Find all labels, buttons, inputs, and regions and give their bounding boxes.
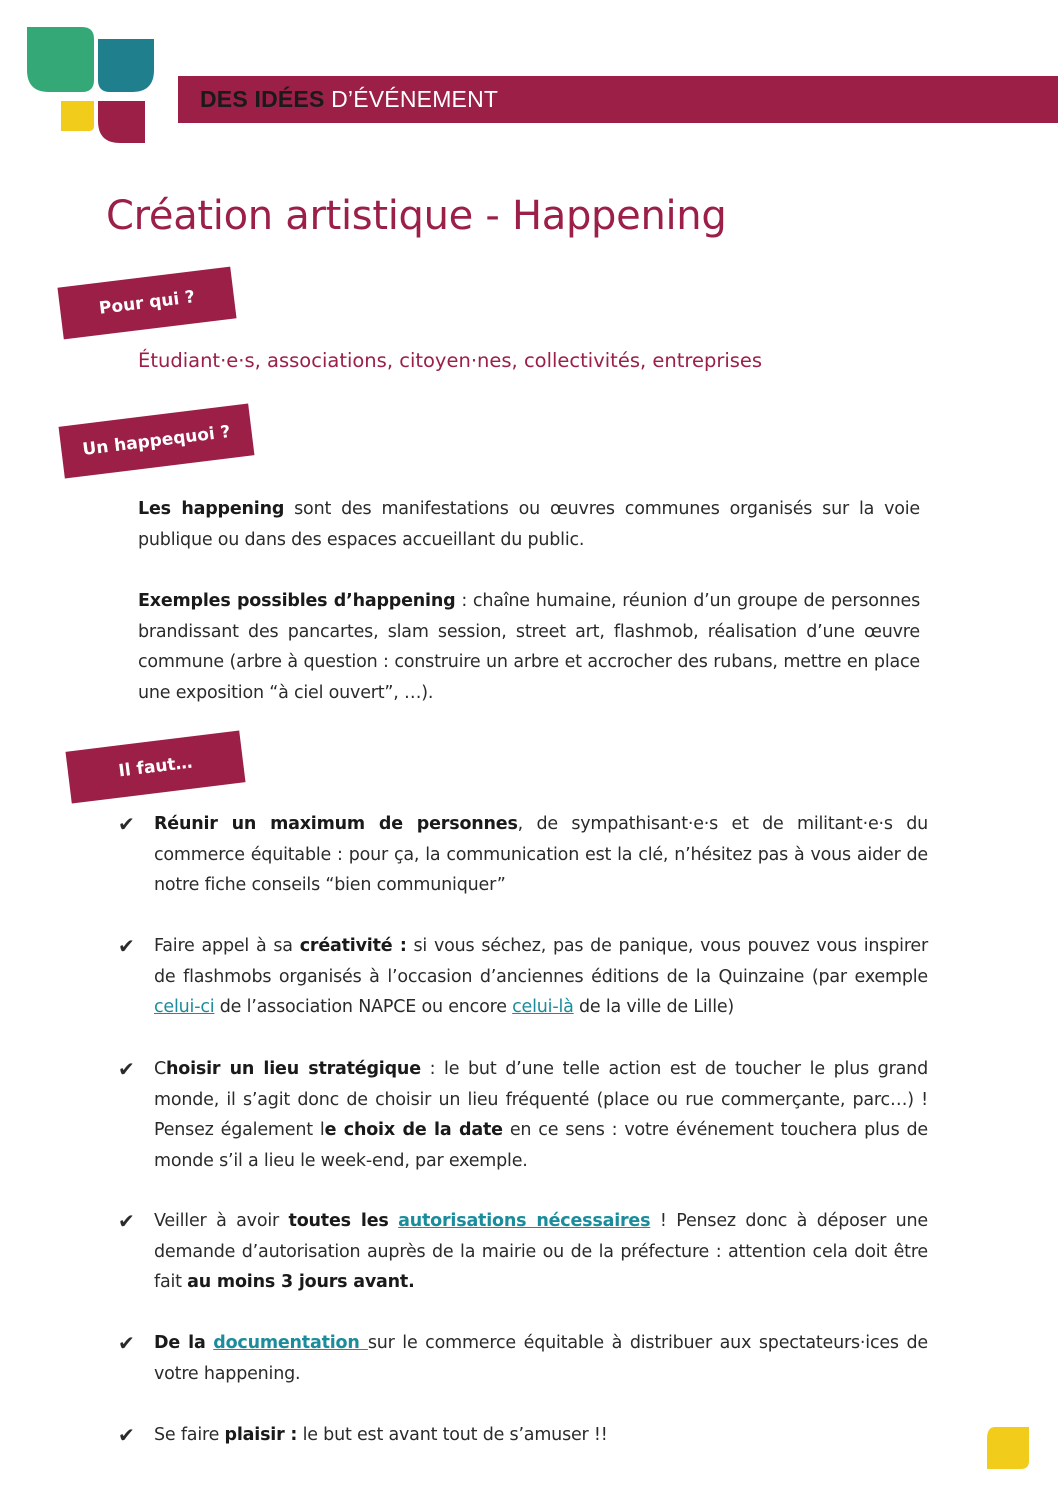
page-title: Création artistique - Happening [106, 193, 727, 239]
examples-bold: Exemples possibles d’happening [138, 591, 456, 611]
logo-icon [0, 0, 170, 150]
item-bold: créativité : [299, 936, 407, 956]
list-item-text [154, 1420, 928, 1451]
logo-green-leaf [27, 27, 94, 92]
item-text: C [154, 1059, 167, 1079]
leaf-icon [987, 1427, 1029, 1469]
link-documentation[interactable] [213, 1333, 368, 1353]
checkmark-icon: ✔ [118, 934, 135, 958]
item-text: en ce sens : votre événement touchera plus de monde s’il a lieu le week-end, par exemple. [154, 1120, 928, 1171]
item-text: Faire appel à sa [154, 936, 300, 956]
category-banner [178, 76, 1058, 123]
audience-text: Étudiant·e·s, associations, citoyen·nes, collectivités, entreprises [138, 349, 763, 372]
item-text: le but est avant tout de s’amuser !! [297, 1425, 608, 1445]
checkmark-icon: ✔ [118, 812, 135, 836]
checkmark-icon: ✔ [118, 1331, 135, 1355]
logo-teal-leaf [98, 39, 154, 92]
item-bold: plaisir : [224, 1425, 298, 1445]
list-item-text [154, 931, 928, 1023]
item-bold: De la [154, 1333, 206, 1353]
list-item-text [154, 1206, 928, 1298]
checkmark-icon: ✔ [118, 1423, 135, 1447]
definition-bold: Les happening [138, 499, 285, 519]
item-bold: au moins 3 jours avant. [187, 1272, 415, 1292]
banner-bold-text: DES IDÉES [200, 86, 325, 112]
item-bold: e choix de la date [324, 1120, 503, 1140]
item-text: , de sympathisant·e·s et de militant·e·s du commerce équitable : pour ça, la communication est la clé, n’hésitez pas à vous aider de notre fiche conseils “bien communiquer” [154, 814, 928, 895]
item-text: de l’association NAPCE ou encore [214, 997, 513, 1017]
banner-text: D’ÉVÉNEMENT [324, 86, 499, 112]
item-bold: toutes les [288, 1211, 389, 1231]
checkmark-icon: ✔ [118, 1209, 135, 1233]
list-item-text [154, 1328, 928, 1389]
definition-text: sont des manifestations ou œuvres communes organisés sur la voie publique ou dans des espaces accueillant du public. [138, 499, 920, 550]
examples-text: : chaîne humaine, réunion d’un groupe de personnes brandissant des pancartes, slam session, street art, flashmob, réalisation d’une œuvre commune (arbre à question : construire un arbre et accrocher des rubans, mettre en place une exposition “à ciel ouvert”, …). [138, 591, 921, 703]
link-bold-text: autorisations nécessaires [398, 1211, 651, 1231]
examples-paragraph [138, 586, 920, 708]
item-text: ! Pensez donc à déposer une demande d’autorisation auprès de la mairie ou de la préfecture : attention cela doit être fait [154, 1211, 929, 1292]
logo-red-leaf [98, 101, 145, 143]
section-tag-pour-qui: Pour qui ? [57, 267, 236, 340]
item-text: sur le commerce équitable à distribuer aux spectateurs·ices de votre happening. [154, 1333, 928, 1384]
item-text: Veiller à avoir [154, 1211, 289, 1231]
link-celui-ci[interactable]: celui-ci [154, 997, 215, 1017]
item-text: de la ville de Lille) [573, 997, 735, 1017]
link-bold-text: documentation [213, 1333, 368, 1353]
link-celui-la[interactable]: celui-là [512, 997, 574, 1017]
item-bold: hoisir un lieu stratégique [166, 1059, 421, 1079]
list-item-text [154, 1054, 928, 1176]
logo-yellow-leaf [61, 101, 94, 131]
section-tag-un-happequoi: Un happequoi ? [59, 404, 255, 479]
item-text: si vous séchez, pas de panique, vous pouvez vous inspirer de flashmobs organisés à l’occasion d’anciennes éditions de la Quinzaine (par exemple [154, 936, 928, 987]
definition-paragraph [138, 494, 920, 555]
list-item-text [154, 809, 928, 901]
item-text: : le but d’une telle action est de toucher le plus grand monde, il s’agit donc de choisir un lieu fréquenté (place ou rue commerçante, parc…) ! Pensez également l [154, 1059, 928, 1140]
item-bold: Réunir un maximum de personnes [154, 814, 518, 834]
checkmark-icon: ✔ [118, 1057, 135, 1081]
item-text [389, 1211, 399, 1231]
link-autorisations[interactable] [398, 1211, 650, 1231]
item-text: Se faire [154, 1425, 225, 1445]
section-tag-il-faut: Il faut… [65, 731, 245, 804]
